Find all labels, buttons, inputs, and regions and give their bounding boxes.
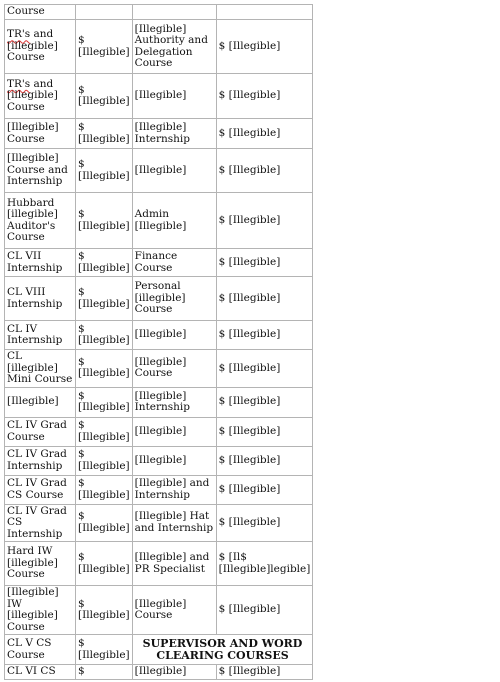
table-row (5, 586, 313, 635)
dollar-sign: $ (78, 121, 85, 133)
price-amount: [Illegible] (78, 95, 130, 107)
table-row (5, 249, 313, 277)
second-course-name-cell: [Illegible] (132, 665, 216, 680)
second-course-name-cell: [Illegible] (132, 321, 216, 350)
spellcheck-underlined-word: TR's (7, 77, 31, 90)
course-price-table (4, 4, 313, 680)
second-course-price-cell: $ [Illegible] (216, 665, 313, 680)
table-row (5, 277, 313, 321)
course-name-cell: CL VIII Internship (5, 277, 76, 321)
second-course-name-cell: Personal [illegible] Course (132, 277, 216, 321)
table-row (5, 475, 313, 504)
second-course-price-cell: $ [Illegible] (216, 475, 313, 504)
price-amount: [Illegible] (78, 401, 130, 413)
course-name-cell: CL IV Grad Course (5, 417, 76, 446)
course-name-cell: [Illegible] Course (5, 119, 76, 149)
table-row (5, 5, 313, 20)
course-price-cell (76, 504, 133, 542)
course-name-cell: Hubbard [illegible] Auditor's Course (5, 193, 76, 249)
second-course-price-cell: $ [Illegible] (216, 20, 313, 74)
dollar-sign: $ (78, 208, 85, 220)
course-name-cell: CL V CS Course (5, 635, 76, 665)
price-amount: [Illegible] (78, 297, 130, 310)
section-heading: SUPERVISOR AND WORD CLEARING COURSES (132, 635, 313, 665)
course-name-cell: CL [illegible] Mini Course (5, 350, 76, 388)
second-course-name-cell: [Illegible] and Internship (132, 475, 216, 504)
price-amount: [Illegible] (78, 261, 130, 274)
dollar-sign: $ (78, 419, 85, 431)
course-name-cell: CL IV Grad CS Internship (5, 504, 76, 542)
second-course-price-cell: $ [Illegible] (216, 586, 313, 635)
price-amount: [Illegible] (78, 219, 130, 232)
dollar-sign: $ (78, 34, 85, 46)
second-course-price-cell: $ [Illegible] (216, 149, 313, 193)
dollar-sign: $ (78, 250, 85, 262)
second-course-name-cell: [Illegible] Course (132, 350, 216, 388)
dollar-sign: $ (78, 286, 85, 298)
table-row (5, 193, 313, 249)
table-row (5, 387, 313, 417)
price-amount: [Illegible] (78, 562, 130, 575)
price-amount: [Illegible] (78, 609, 130, 621)
dollar-sign: $ (78, 389, 85, 402)
price-amount: [Illegible] (78, 459, 130, 472)
second-course-price-cell: $ [Illegible] (216, 350, 313, 388)
course-name-cell: CL VI CS (5, 665, 76, 680)
second-course-name-cell (132, 5, 216, 20)
dollar-sign: $ (78, 551, 85, 563)
dollar-sign: $ (78, 322, 85, 335)
course-name-text: and [illegible] Course (7, 28, 58, 64)
course-price-cell (76, 387, 133, 417)
course-name-cell: CL IV Grad CS Course (5, 475, 76, 504)
table-row (5, 350, 313, 388)
table-row (5, 635, 313, 665)
table-row (5, 20, 313, 74)
second-course-name-cell: Admin [Illegible] (132, 193, 216, 249)
course-price-cell (76, 249, 133, 277)
dollar-sign: $ (78, 83, 85, 96)
second-course-name-cell: [Illegible] (132, 417, 216, 446)
price-amount: [Illegible] (78, 45, 130, 58)
dollar-sign: $ (78, 477, 85, 489)
course-price-cell (76, 119, 133, 149)
dollar-sign: $ (78, 158, 85, 170)
second-course-name-cell: [Illegible] Hat and Internship (132, 504, 216, 542)
course-name-cell: CL IV Internship (5, 321, 76, 350)
course-name-cell: [Illegible] Course and Internship (5, 149, 76, 193)
dollar-sign: $ (78, 637, 85, 649)
second-course-name-cell: [Illegible] Course (132, 586, 216, 635)
dollar-sign: $ (78, 355, 85, 368)
course-name-cell: [Illegible] (5, 387, 76, 417)
course-name-cell: CL VII Internship (5, 249, 76, 277)
second-course-price-cell: $ [Illegible] (216, 119, 313, 149)
second-course-name-cell: [Illegible] (132, 149, 216, 193)
course-name-cell: Hard IW [illegible] Course (5, 542, 76, 586)
second-course-price-cell: $ [Illegible] (216, 249, 313, 277)
course-price-cell (76, 277, 133, 321)
course-price-cell (76, 475, 133, 504)
course-price-cell (76, 5, 133, 20)
price-amount: [Illegible] (78, 648, 130, 661)
course-name-cell (5, 74, 76, 119)
table-row (5, 665, 313, 680)
course-price-cell (76, 20, 133, 74)
second-course-name-cell: [Illegible] (132, 446, 216, 475)
second-course-price-cell: $ [Illegible] (216, 193, 313, 249)
course-price-cell (76, 149, 133, 193)
course-name-cell: CL IV Grad Internship (5, 446, 76, 475)
course-price-cell (76, 350, 133, 388)
course-price-cell (76, 542, 133, 586)
second-course-price-cell: $ [Illegible] (216, 446, 313, 475)
table-row (5, 149, 313, 193)
spellcheck-underlined-word: TR's (7, 28, 31, 41)
table-row (5, 542, 313, 586)
second-course-price-cell: $ [Illegible] (216, 277, 313, 321)
second-course-name-cell: [Illegible] and PR Specialist (132, 542, 216, 586)
dollar-sign: $ (78, 665, 85, 677)
course-price-cell (76, 635, 133, 665)
second-course-name-cell: Finance Course (132, 249, 216, 277)
table-row (5, 446, 313, 475)
price-amount: [Illegible] (78, 132, 130, 145)
course-name-cell: [Illegible] IW [illegible] Course (5, 586, 76, 635)
course-price-cell (76, 417, 133, 446)
course-name-text: and [illegible] Course (7, 77, 58, 113)
second-course-name-cell: [Illegible] Authority and Delegation Course (132, 20, 216, 74)
price-amount: [Illegible] (78, 430, 130, 443)
second-course-price-cell: $ [Illegible] (216, 504, 313, 542)
course-price-cell (76, 665, 133, 680)
course-price-cell (76, 74, 133, 119)
table-row (5, 74, 313, 119)
table-row (5, 321, 313, 350)
table-row (5, 119, 313, 149)
dollar-sign: $ (78, 448, 85, 460)
course-price-cell (76, 193, 133, 249)
course-price-cell (76, 321, 133, 350)
second-course-price-cell: $ [Il$ [Illegible]legible] (216, 542, 313, 586)
table-row (5, 504, 313, 542)
course-name-cell: Course (5, 5, 76, 20)
price-amount: [Illegible] (78, 169, 130, 182)
table-row (5, 417, 313, 446)
second-course-price-cell (216, 5, 313, 20)
second-course-price-cell: $ [Illegible] (216, 74, 313, 119)
course-name-cell (5, 20, 76, 74)
second-course-name-cell: [Illegible] Internship (132, 387, 216, 417)
second-course-price-cell: $ [Illegible] (216, 321, 313, 350)
second-course-name-cell: [Illegible] (132, 74, 216, 119)
price-amount: [Illegible] (78, 367, 130, 380)
course-price-cell (76, 446, 133, 475)
price-amount: [Illegible] (78, 488, 130, 501)
course-price-cell (76, 586, 133, 635)
second-course-price-cell: $ [Illegible] (216, 417, 313, 446)
price-amount: [Illegible] (78, 521, 130, 534)
price-amount: [Illegible] (78, 334, 130, 346)
second-course-name-cell: [Illegible] Internship (132, 119, 216, 149)
second-course-price-cell: $ [Illegible] (216, 387, 313, 417)
dollar-sign: $ (78, 510, 85, 523)
dollar-sign: $ (78, 597, 85, 610)
